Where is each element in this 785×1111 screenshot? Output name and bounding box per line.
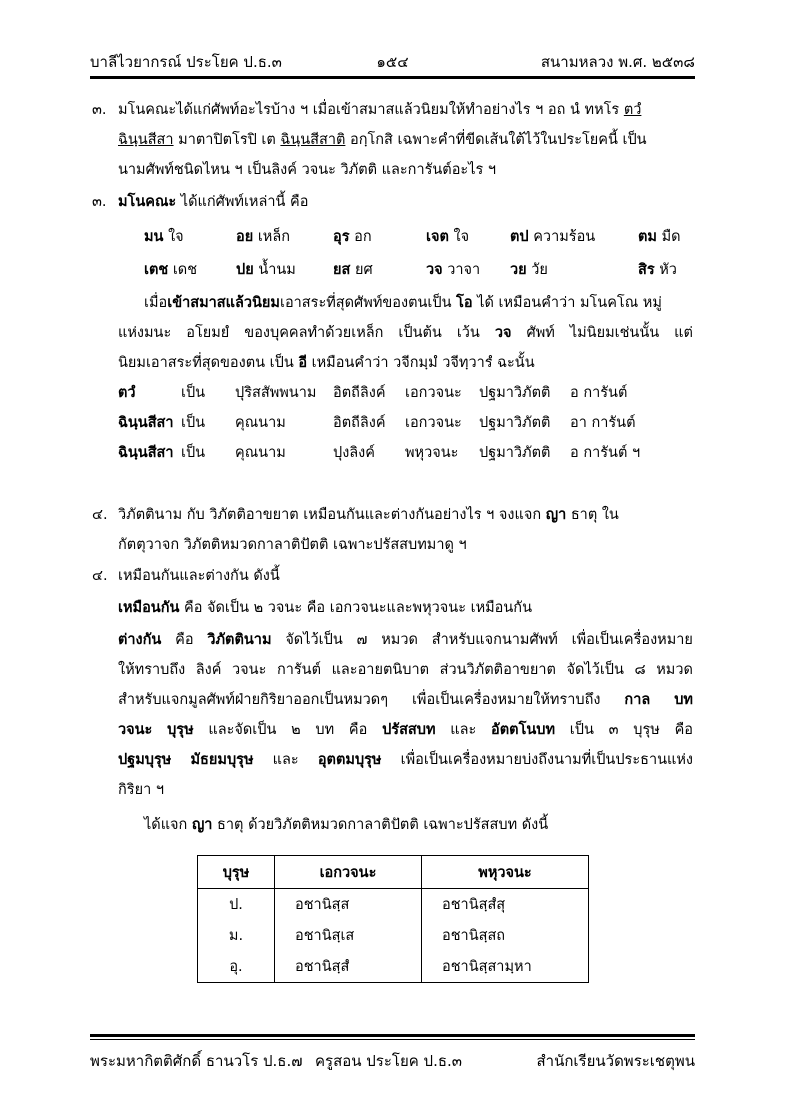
footer-rule-thick (90, 1034, 695, 1037)
table-row: ม. อชานิสฺเส อชานิสฺสถ (198, 920, 589, 951)
q4-number: ๔. (92, 507, 108, 523)
footer-left: พระมหากิตติศักดิ์ ธานวโร ป.ธ.๗ (90, 1052, 303, 1070)
a4-diff-line2: ให้ทราบถึง ลิงค์ วจนะ การันต์ และอายตนิบาต ส่วนวิภัตติอาขยาต จัดไว้เป็น ๘ หมวด (118, 662, 693, 678)
a4-number: ๔. (92, 568, 108, 584)
page-footer (90, 1049, 695, 1073)
q3-line2-text: อกฺโกสิ เฉพาะคำที่ขีดเส้นใต้ไว้ในประโยคนี้ เป็น (345, 132, 647, 148)
table-row: อุ. อชานิสฺสํ อชานิสฺสามฺหา (198, 951, 589, 983)
vocab-item: เจต ใจ (426, 229, 470, 245)
q3-number: ๓. (92, 102, 107, 118)
vocab-item: มน ใจ (144, 229, 184, 245)
table-header-row (198, 856, 589, 889)
a4-diff-line5: ปฐมบุรุษ มัธยมบุรุษ และ อุตตมบุรุษ เพื่อเป็นเครื่องหมายบ่งถึงนามที่เป็นประธานแห่ง (118, 752, 693, 768)
q4-line1: วิภัตตินาม กับ วิภัตติอาขยาต เหมือนกันและต่างกันอย่างไร ฯ จงแจก ญา ธาตุ ใน (118, 507, 619, 523)
q3-line1 (118, 100, 641, 120)
a4-intro: เหมือนกันและต่างกัน ดังนี้ (118, 568, 280, 584)
vocab-item: ตป ความร้อน (510, 229, 596, 245)
a3-para-line1: เมื่อเข้าสมาสแล้วนิยมเอาสระที่สุดศัพท์ของตนเป็น โอ ได้ เหมือนคำว่า มโนคโณ หมู่ (144, 295, 662, 311)
a4-diff-line3: สำหรับแจกมูลศัพท์ฝ่ายกิริยาออกเป็นหมวดๆ เพื่อเป็นเครื่องหมายให้ทราบถึง กาล บท (118, 692, 693, 708)
q3-underlined-word: ฉินฺนสีสาติ (280, 132, 346, 148)
q4-line2: กัตตุวาจก วิภัตติหมวดกาลาติปัตติ เฉพาะปรัสสบทมาดู ฯ (118, 537, 467, 553)
a4-diff-line6: กิริยา ฯ (118, 782, 164, 798)
vocab-item: ยส ยศ (333, 262, 373, 278)
page-number: ๑๕๔ (376, 53, 409, 71)
a4-diff-line1: ต่างกัน คือ วิภัตตินาม จัดไว้เป็น ๗ หมวด สำหรับแจกนามศัพท์ เพื่อเป็นเครื่องหมาย (118, 632, 693, 648)
q3-underlined-word: ฉินฺนสีสา (118, 132, 174, 148)
footer-rule-thin (90, 1039, 695, 1040)
a3-title: มโนคณะ (118, 194, 177, 210)
vocab-item: ตม มืด (638, 229, 681, 245)
q3-line1-text: มโนคณะได้แก่ศัพท์อะไรบ้าง ฯ เมื่อเข้าสมาสแล้วนิยมให้ทำอย่างไร ฯ อถ นํ ทหโร (118, 102, 624, 118)
a3-para-line3: นิยมเอาสระที่สุดของตน เป็น อี เหมือนคำว่า วจีกมฺมํ วจีทฺวารํ ฉะนั้น (118, 355, 535, 371)
footer-center: ครูสอน ประโยค ป.ธ.๓ (315, 1052, 463, 1070)
vocab-item: ปย น้ำนม (236, 262, 296, 278)
page-header (90, 50, 695, 74)
q3-line3: นามศัพท์ชนิดไหน ฯ เป็นลิงค์ วจนะ วิภัตติ และการันต์อะไร ฯ (118, 162, 497, 178)
header-rule (90, 76, 695, 79)
vocab-item: วย วัย (510, 262, 548, 278)
header-right: สนามหลวง พ.ศ. ๒๕๓๘ (540, 53, 695, 71)
q3-line2-text: มาตาปิตโรปิ เต (173, 132, 281, 148)
col-person: บุรุษ (198, 856, 275, 889)
conjugation-table (197, 855, 589, 983)
q3-underlined-word: ตวํ (623, 102, 642, 118)
a4-diff-line4: วจนะ บุรุษ และจัดเป็น ๒ บท คือ ปรัสสบท และ อัตตโนบท เป็น ๓ บุรุษ คือ (118, 722, 693, 738)
a3-title-line (118, 192, 308, 212)
vocab-item: สิร หัว (638, 262, 677, 278)
a3-title-rest: ได้แก่ศัพท์เหล่านี้ คือ (176, 194, 309, 210)
a3-para-line2: แห่งมนะ อโยมยํ ของบุคคลทำด้วยเหล็ก เป็นต้น เว้น วจ ศัพท์ ไม่นิยมเช่นนั้น แต่ (118, 325, 693, 341)
q3-line2 (118, 130, 647, 150)
table-row: ป. อชานิสฺส อชานิสฺสํสุ (198, 889, 589, 921)
header-left: บาลีไวยากรณ์ ประโยค ป.ธ.๓ (90, 53, 282, 71)
col-plural: พหุวจนะ (422, 856, 589, 889)
footer-right: สำนักเรียนวัดพระเชตุพน (536, 1052, 695, 1070)
vocab-item: เตช เดช (144, 262, 198, 278)
a3-number: ๓. (92, 194, 107, 210)
vocab-item: อุร อก (333, 229, 372, 245)
vocab-item: วจ วาจา (426, 262, 481, 278)
col-singular: เอกวจนะ (275, 856, 422, 889)
vocab-item: อย เหล็ก (236, 229, 291, 245)
a4-same-line: เหมือนกัน คือ จัดเป็น ๒ วจนะ คือ เอกวจนะและพหุวจนะ เหมือนกัน (118, 600, 532, 616)
a4-conj-intro: ได้แจก ญา ธาตุ ด้วยวิภัตติหมวดกาลาติปัตติ เฉพาะปรัสสบท ดังนี้ (144, 817, 549, 833)
